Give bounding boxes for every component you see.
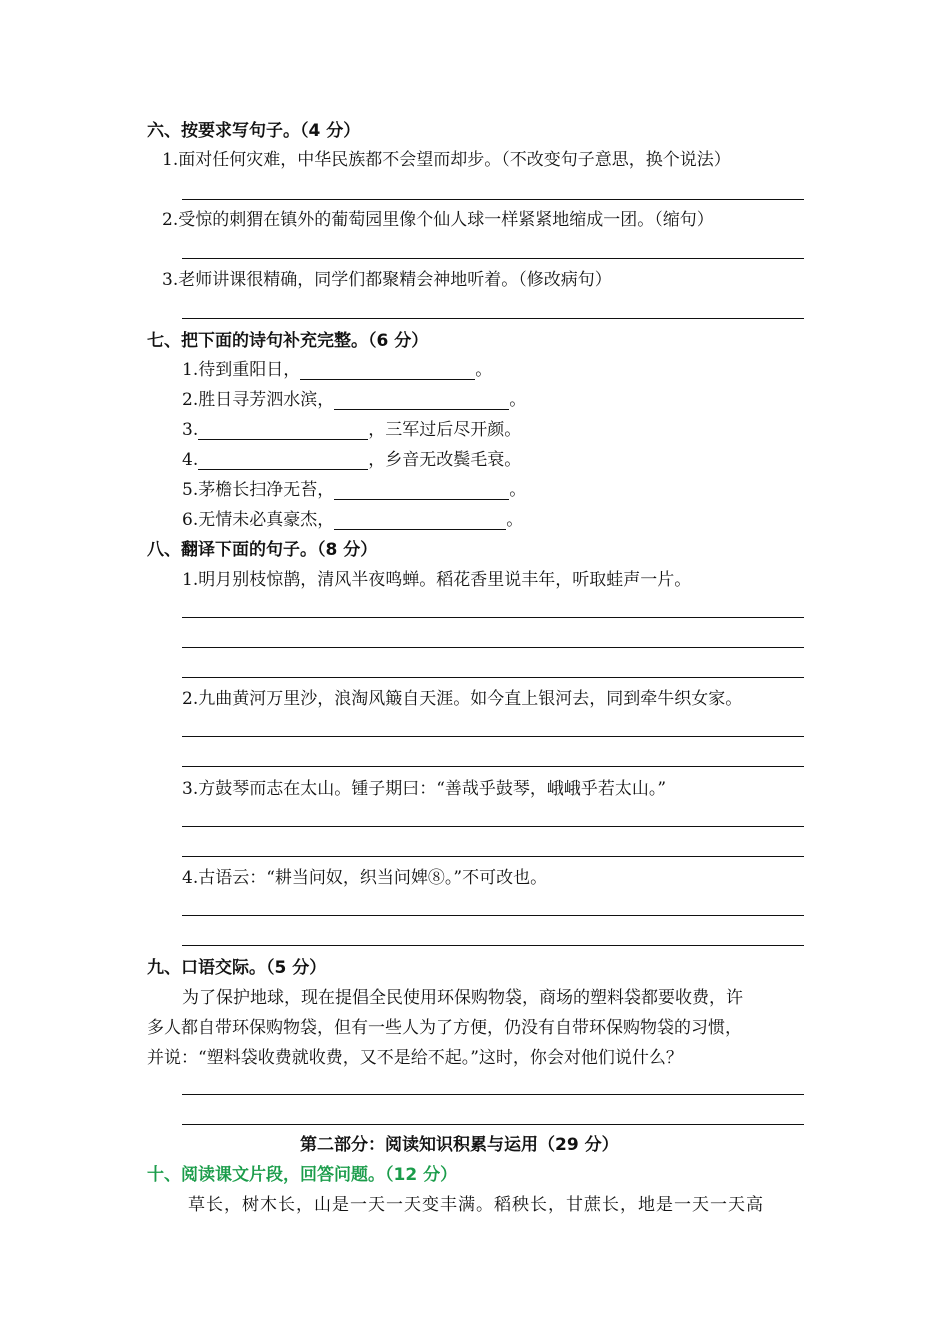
poem-blank[interactable] bbox=[300, 361, 475, 380]
poem-blank[interactable] bbox=[334, 391, 509, 410]
answer-line[interactable] bbox=[182, 1124, 804, 1125]
answer-line[interactable] bbox=[182, 258, 804, 259]
answer-line[interactable] bbox=[182, 826, 804, 827]
poem-item-prefix: 1.待到重阳日， bbox=[182, 360, 301, 380]
answer-line[interactable] bbox=[182, 736, 804, 737]
answer-line[interactable] bbox=[182, 945, 804, 946]
poem-item-prefix: 4. bbox=[182, 450, 199, 470]
poem-item-3 bbox=[182, 420, 521, 440]
poem-item-1 bbox=[182, 360, 492, 380]
poem-item-suffix: 。 bbox=[506, 510, 524, 530]
poem-item-suffix: 。 bbox=[509, 480, 527, 500]
section6-title: 六、按要求写句子。（4 分） bbox=[147, 121, 361, 141]
section8-item-2: 2.九曲黄河万里沙，浪淘风簸自天涯。如今直上银河去，同到牵牛织女家。 bbox=[182, 689, 743, 709]
poem-blank[interactable] bbox=[334, 511, 506, 530]
section10-title: 十、阅读课文片段，回答问题。（12 分） bbox=[147, 1165, 458, 1185]
part2-title: 第二部分：阅读知识积累与运用（29 分） bbox=[300, 1135, 619, 1155]
answer-line[interactable] bbox=[182, 677, 804, 678]
section8-item-4: 4.古语云：“耕当问奴，织当问婢⑧。”不可改也。 bbox=[182, 868, 548, 888]
answer-line[interactable] bbox=[182, 766, 804, 767]
section6-item-1: 1.面对任何灾难，中华民族都不会望而却步。（不改变句子意思，换个说法） bbox=[162, 150, 731, 170]
poem-item-prefix: 3. bbox=[182, 420, 199, 440]
poem-item-suffix: ，乡音无改鬓毛衰。 bbox=[368, 450, 522, 470]
answer-line[interactable] bbox=[182, 647, 804, 648]
poem-item-4 bbox=[182, 450, 521, 470]
poem-item-6 bbox=[182, 510, 523, 530]
poem-item-5 bbox=[182, 480, 526, 500]
poem-blank[interactable] bbox=[198, 451, 368, 470]
section9-paragraph-line-2: 多人都自带环保购物袋，但有一些人为了方便，仍没有自带环保购物袋的习惯， bbox=[147, 1018, 742, 1038]
section8-title: 八、翻译下面的句子。（8 分） bbox=[147, 540, 378, 560]
poem-item-suffix: ，三军过后尽开颜。 bbox=[368, 420, 522, 440]
section8-item-3: 3.方鼓琴而志在太山。锺子期曰：“善哉乎鼓琴，峨峨乎若太山。” bbox=[182, 779, 667, 799]
section9-title: 九、口语交际。（5 分） bbox=[147, 958, 327, 978]
section6-item-2: 2.受惊的刺猬在镇外的葡萄园里像个仙人球一样紧紧地缩成一团。（缩句） bbox=[162, 210, 714, 230]
answer-line[interactable] bbox=[182, 318, 804, 319]
section10-passage: 草长，树木长，山是一天一天变丰满。稻秧长，甘蔗长，地是一天一天高 bbox=[188, 1195, 764, 1215]
section9-paragraph-line-1: 为了保护地球，现在提倡全民使用环保购物袋，商场的塑料袋都要收费，许 bbox=[182, 988, 743, 1008]
poem-blank[interactable] bbox=[334, 481, 509, 500]
section9-paragraph-line-3: 并说：“塑料袋收费就收费，又不是给不起。”这时，你会对他们说什么？ bbox=[147, 1048, 683, 1068]
answer-line[interactable] bbox=[182, 856, 804, 857]
poem-item-prefix: 6.无情未必真豪杰， bbox=[182, 510, 335, 530]
answer-line[interactable] bbox=[182, 617, 804, 618]
section6-item-3: 3.老师讲课很精确，同学们都聚精会神地听着。（修改病句） bbox=[162, 270, 612, 290]
poem-item-prefix: 2.胜日寻芳泗水滨， bbox=[182, 390, 335, 410]
section8-item-1: 1.明月别枝惊鹊，清风半夜鸣蝉。稻花香里说丰年，听取蛙声一片。 bbox=[182, 570, 692, 590]
poem-blank[interactable] bbox=[198, 421, 368, 440]
section7-title: 七、把下面的诗句补充完整。（6 分） bbox=[147, 331, 429, 351]
answer-line[interactable] bbox=[182, 915, 804, 916]
answer-line[interactable] bbox=[182, 1094, 804, 1095]
poem-item-2 bbox=[182, 390, 526, 410]
poem-item-suffix: 。 bbox=[509, 390, 527, 410]
poem-item-prefix: 5.茅檐长扫净无苔， bbox=[182, 480, 335, 500]
answer-line[interactable] bbox=[182, 199, 804, 200]
poem-item-suffix: 。 bbox=[475, 360, 493, 380]
